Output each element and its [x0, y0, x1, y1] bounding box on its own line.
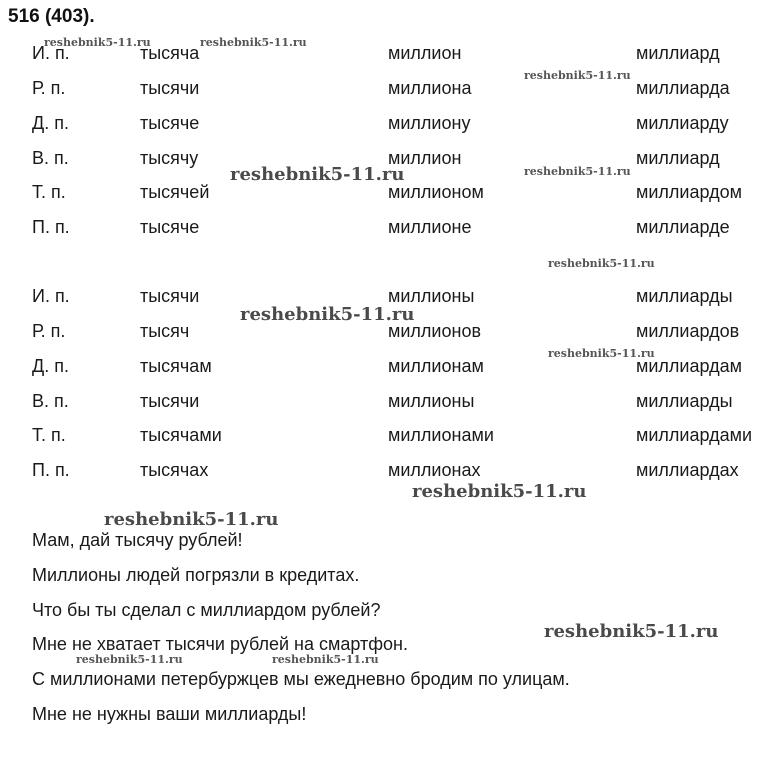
word-million: миллиона: [388, 78, 472, 98]
case-label: П. п.: [32, 460, 70, 480]
word-thousand: тысяче: [140, 113, 200, 133]
table-row: [0, 391, 774, 417]
table-row: [0, 113, 774, 139]
word-million: миллион: [388, 43, 462, 63]
table-row: [0, 425, 774, 451]
sentence: С миллионами петербуржцев мы ежедневно бродим по улицам.: [32, 669, 570, 689]
watermark: reshebnik5-11.ru: [76, 653, 183, 666]
table-row: [0, 460, 774, 486]
table-row: [0, 217, 774, 243]
table-row: [0, 78, 774, 104]
word-million: миллионы: [388, 286, 475, 306]
word-million: миллионов: [388, 321, 482, 341]
word-million: миллионах: [388, 460, 481, 480]
sentence: Мне не хватает тысячи рублей на смартфон.: [32, 634, 408, 654]
word-billion: миллиардах: [636, 460, 739, 480]
word-million: миллионам: [388, 356, 484, 376]
word-million: миллионы: [388, 391, 475, 411]
word-billion: миллиарды: [636, 391, 733, 411]
case-label: В. п.: [32, 148, 69, 168]
word-billion: миллиардам: [636, 356, 742, 376]
case-label: Р. п.: [32, 321, 66, 341]
case-label: Т. п.: [32, 182, 66, 202]
exercise-title: 516 (403).: [8, 6, 95, 27]
case-label: Т. п.: [32, 425, 66, 445]
watermark: reshebnik5-11.ru: [548, 347, 655, 360]
watermark: reshebnik5-11.ru: [524, 69, 631, 82]
word-thousand: тысяче: [140, 217, 200, 237]
watermark: reshebnik5-11.ru: [240, 304, 415, 325]
watermark: reshebnik5-11.ru: [230, 164, 405, 185]
watermark: reshebnik5-11.ru: [104, 509, 279, 530]
word-billion: миллиардов: [636, 321, 740, 341]
sentence: Мне не нужны ваши миллиарды!: [32, 704, 307, 724]
word-billion: миллиарда: [636, 78, 730, 98]
case-label: В. п.: [32, 391, 69, 411]
word-thousand: тысячи: [140, 391, 200, 411]
word-million: миллиону: [388, 113, 471, 133]
word-billion: миллиарду: [636, 113, 729, 133]
word-million: миллионами: [388, 425, 494, 445]
watermark: reshebnik5-11.ru: [548, 257, 655, 270]
word-billion: миллиарде: [636, 217, 730, 237]
word-billion: миллиард: [636, 148, 720, 168]
watermark: reshebnik5-11.ru: [412, 481, 587, 502]
word-billion: миллиардом: [636, 182, 742, 202]
watermark: reshebnik5-11.ru: [272, 653, 379, 666]
word-thousand: тысячей: [140, 182, 210, 202]
watermark: reshebnik5-11.ru: [44, 36, 151, 49]
word-thousand: тысячи: [140, 286, 200, 306]
word-thousand: тысяч: [140, 321, 190, 341]
word-thousand: тысяча: [140, 43, 200, 63]
table-row: [0, 356, 774, 382]
watermark: reshebnik5-11.ru: [544, 621, 719, 642]
word-thousand: тысячах: [140, 460, 209, 480]
case-label: Р. п.: [32, 78, 66, 98]
case-label: Д. п.: [32, 113, 69, 133]
sentence: Миллионы людей погрязли в кредитах.: [32, 565, 360, 585]
word-million: миллионом: [388, 182, 484, 202]
word-billion: миллиард: [636, 43, 720, 63]
word-million: миллионе: [388, 217, 472, 237]
case-label: И. п.: [32, 43, 70, 63]
case-label: Д. п.: [32, 356, 69, 376]
word-thousand: тысячу: [140, 148, 199, 168]
case-label: И. п.: [32, 286, 70, 306]
watermark: reshebnik5-11.ru: [200, 36, 307, 49]
watermark: reshebnik5-11.ru: [524, 165, 631, 178]
word-billion: миллиардами: [636, 425, 753, 445]
word-thousand: тысячами: [140, 425, 222, 445]
case-label: П. п.: [32, 217, 70, 237]
word-thousand: тысячам: [140, 356, 212, 376]
sentence: Мам, дай тысячу рублей!: [32, 530, 243, 550]
sentence: Что бы ты сделал с миллиардом рублей?: [32, 600, 381, 620]
word-million: миллион: [388, 148, 462, 168]
word-billion: миллиарды: [636, 286, 733, 306]
table-row: [0, 182, 774, 208]
word-thousand: тысячи: [140, 78, 200, 98]
